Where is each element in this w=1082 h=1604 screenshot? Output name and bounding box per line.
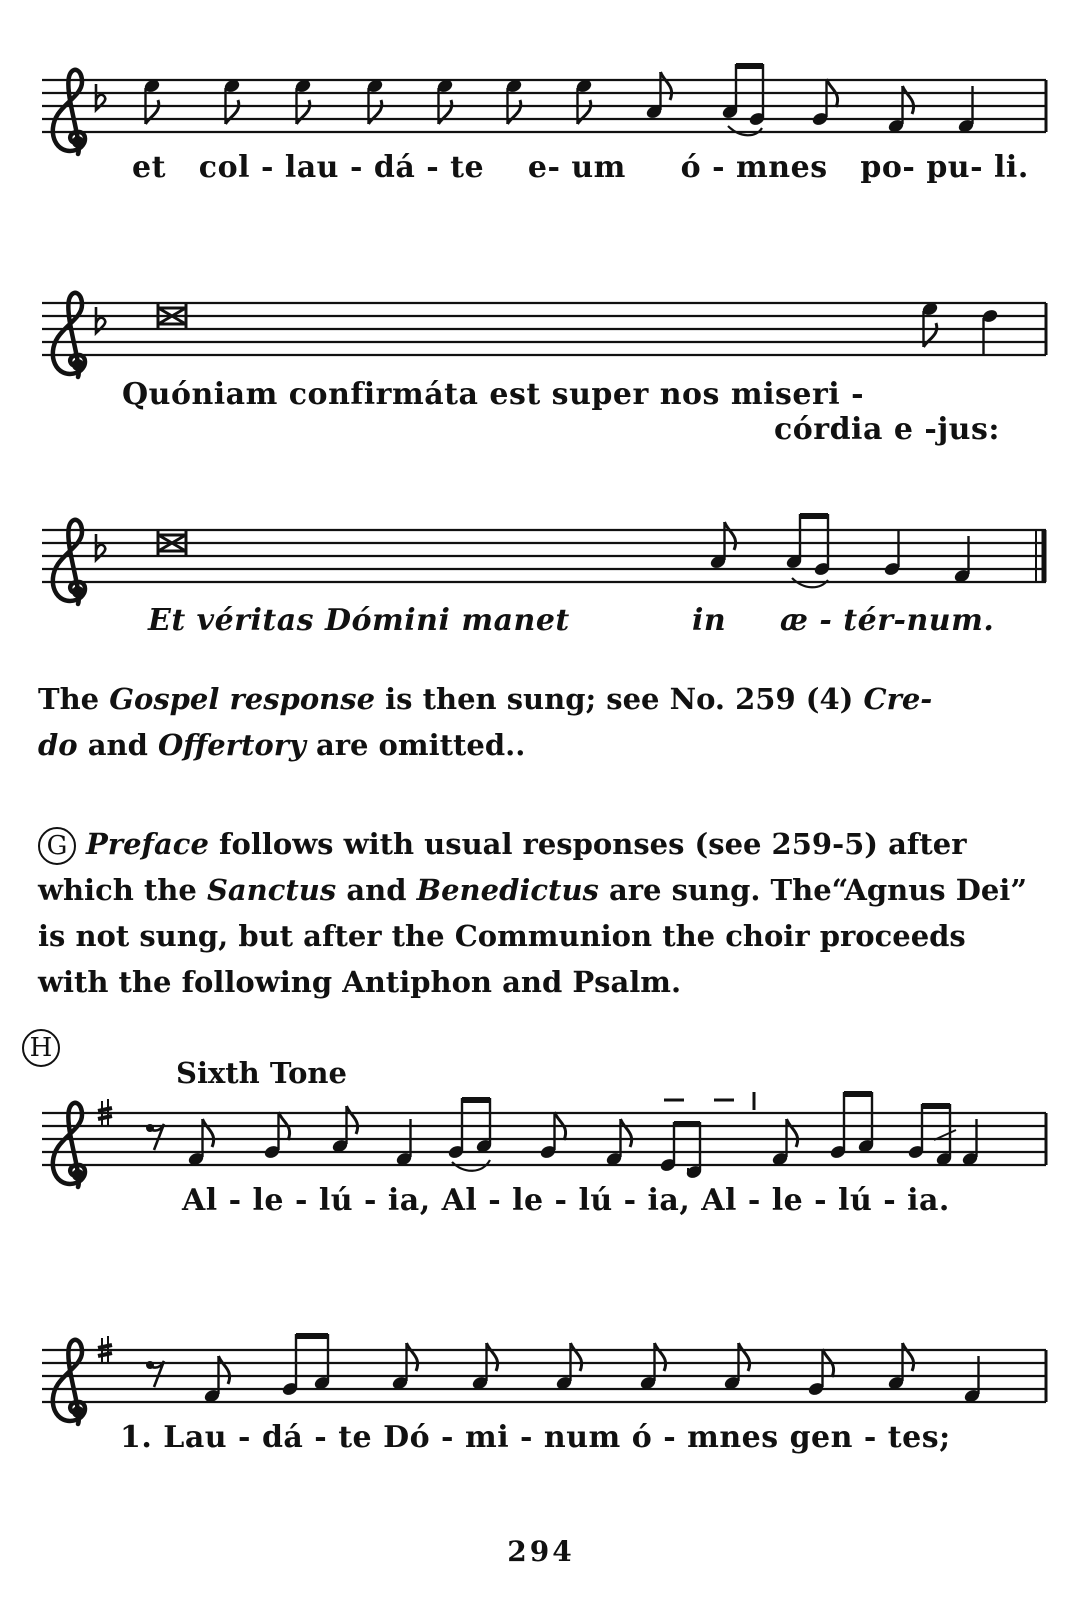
section-marker-g: G [38,827,76,865]
staff-2-lyrics-line2: córdia e -jus: [774,412,1000,447]
staff-5-lyrics: 1. Lau - dá - te Dó - mi - num ó - mnes gen - tes; [120,1420,951,1455]
staff-1-lyrics: et col - lau - dá - te e- um ó - mnes po- pu- li. [132,150,1029,185]
staff-3-lyrics-b: in [692,603,727,638]
gospel-response-paragraph: The Gospel response is then sung; see No. 259 (4) Cre- do and Offertory are omitted.. [38,682,933,762]
tone-label: Sixth Tone [176,1056,347,1090]
staff-4-lyrics: Al - le - lú - ia, Al - le - lú - ia, Al - le - lú - ia. [182,1183,950,1218]
section-marker-h: H [22,1029,60,1067]
staff-3-lyrics-c: æ - tér-num. [780,603,995,638]
staff-3-lyrics-a: Et véritas Dómini manet [148,603,570,638]
preface-paragraph: G Preface follows with usual responses (see 259-5) after which the Sanctus and Benedictus are sung. The“Agnus Dei” is not sung, but after the Communion the choir proceeds with the following Antiphon and Psalm. [38,827,1028,999]
staff-2-lyrics-line1: Quóniam confirmáta est super nos miseri - [122,377,865,412]
page-number: 294 [507,1535,575,1568]
